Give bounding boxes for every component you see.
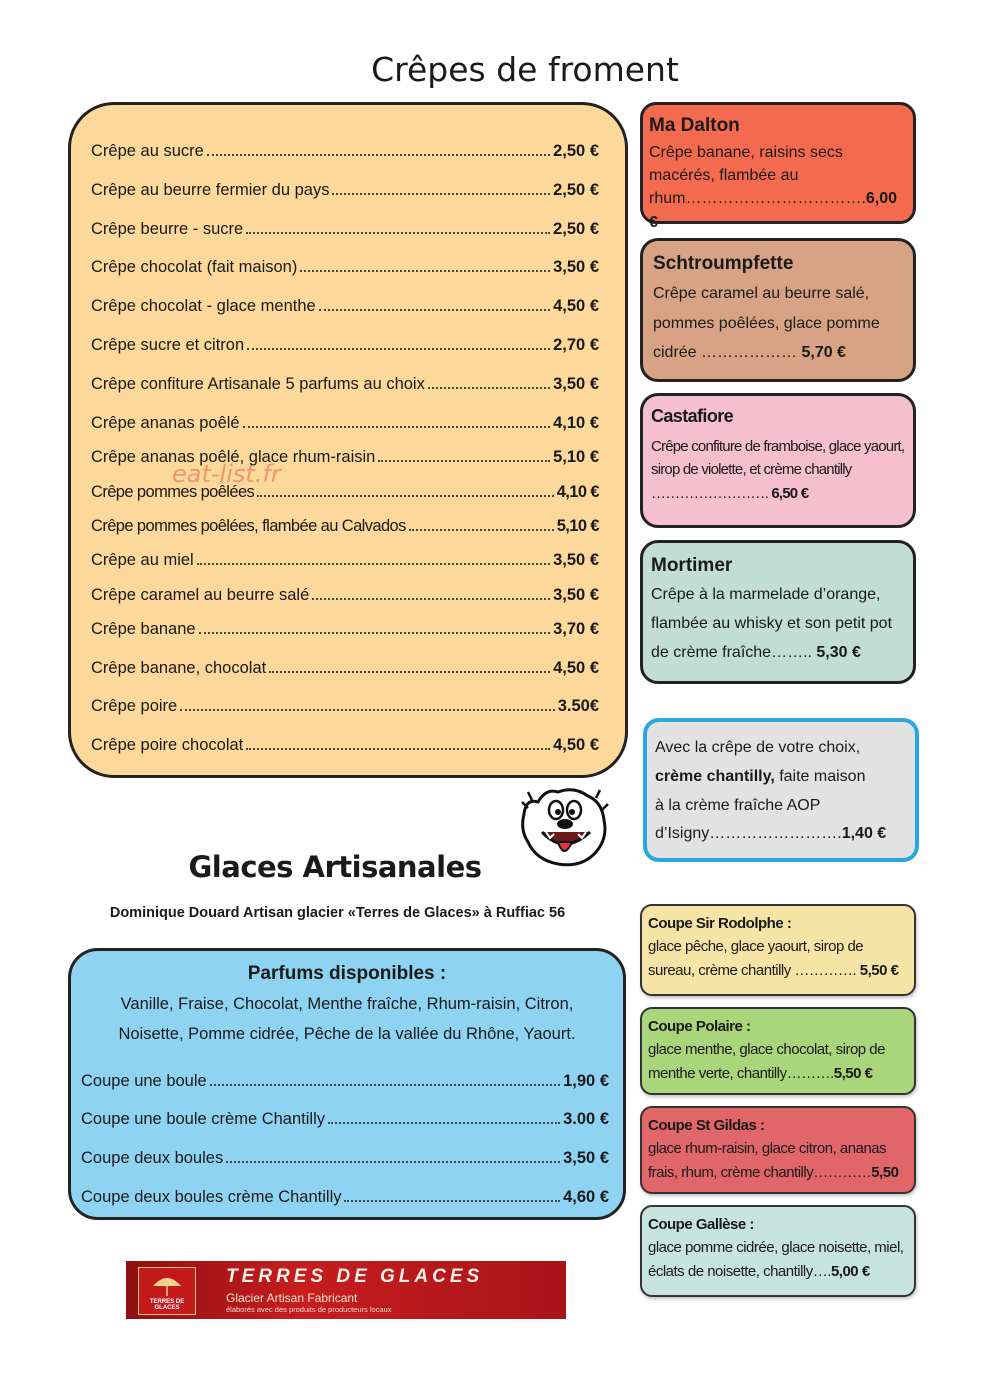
crepe-name: Crêpe pommes poêlées <box>91 483 255 501</box>
special-ma-dalton: Ma Dalton Crêpe banane, raisins secs macérés, flambée au rhum…………………………….6,00 € <box>640 102 916 224</box>
crepe-item <box>91 439 599 467</box>
parfums-title: Parfums disponibles : <box>247 963 447 984</box>
crepe-name: Crêpe confiture Artisanale 5 parfums au choix <box>91 375 425 393</box>
leader-dots <box>246 232 550 234</box>
leader-dots <box>243 426 551 428</box>
crepe-price: 3,50 € <box>553 586 599 604</box>
coupe-price: 5,50 € <box>833 1064 873 1082</box>
coupe-desc: glace menthe, glace chocolat, sirop de menthe verte, chantilly <box>648 1041 885 1082</box>
crepe-price: 2,70 € <box>553 336 599 354</box>
coupe-name: Coupe St Gildas : <box>648 1117 765 1134</box>
glaces-menu-box <box>68 948 626 1220</box>
leader-dots <box>332 193 550 195</box>
special-desc: Crêpe caramel au beurre salé, pommes poêlées, glace pomme cidrée <box>653 285 880 362</box>
crepe-name: Crêpe sucre et citron <box>91 336 245 354</box>
crepe-name: Crêpe ananas poêlé, glace rhum-raisin <box>91 448 376 466</box>
crepe-item <box>91 288 599 316</box>
leader-dots <box>197 563 550 565</box>
crepe-name: Crêpe au beurre fermier du pays <box>91 181 330 199</box>
crepe-item <box>91 405 599 433</box>
crepe-name: Crêpe au sucre <box>91 142 204 160</box>
crepe-item <box>91 650 599 678</box>
parfums-line2: Noisette, Pomme cidrée, Pêche de la vallée du Rhône, Yaourt. <box>118 1025 576 1043</box>
crepe-price: 4,10 € <box>553 414 599 432</box>
crepe-item <box>91 366 599 394</box>
leader-dots <box>246 748 550 750</box>
crepe-price: 2,50 € <box>553 220 599 238</box>
glace-name: Coupe une boule crème Chantilly <box>81 1110 325 1128</box>
special-mortimer: Mortimer Crêpe à la marmelade d’orange, flambée au whisky et son petit pot de crème fraîche…….. 5,30 € <box>640 540 916 684</box>
coupe-desc: glace pêche, glace yaourt, sirop de sureau, crème chantilly <box>648 938 864 979</box>
leader-dots <box>247 348 550 350</box>
special-castafiore: Castafiore Crêpe confiture de framboise, glace yaourt, sirop de violette, et crème chantilly ……………………. 6,50 € <box>640 393 916 528</box>
special-desc: Crêpe confiture de framboise, glace yaourt, sirop de violette, et crème chantilly <box>651 438 905 479</box>
special-schtroumpfette: Schtroumpfette Crêpe caramel au beurre salé, pommes poêlées, glace pomme cidrée ……………… 5,70 € <box>640 238 916 382</box>
coupe-sir-rodolphe: Coupe Sir Rodolphe : glace pêche, glace yaourt, sirop de sureau, crème chantilly …………. 5,50 € <box>640 904 916 996</box>
leader-dots <box>199 632 551 634</box>
special-price: 5,70 € <box>801 344 846 362</box>
crepe-name: Crêpe chocolat - glace menthe <box>91 297 316 315</box>
crepe-name: Crêpe poire chocolat <box>91 736 244 754</box>
crepe-item <box>91 508 599 536</box>
crepe-price: 4,50 € <box>553 736 599 754</box>
glace-name: Coupe deux boules <box>81 1149 224 1167</box>
banner-brand: TERRES DE GLACES <box>226 1266 484 1287</box>
leader-dots <box>207 154 550 156</box>
glace-price: 3.00 € <box>563 1110 609 1128</box>
crepe-item <box>91 688 599 716</box>
special-price: 5,30 € <box>816 643 861 661</box>
chantilly-box: Avec la crêpe de votre choix, crème chantilly, faite maison à la crème fraîche AOP d’Isigny…………………….1,40 € <box>643 718 919 862</box>
glace-item <box>81 1140 609 1168</box>
leader-dots <box>409 529 554 531</box>
glace-price: 1,90 € <box>563 1072 609 1090</box>
leader-dots <box>180 709 554 711</box>
chantilly-line1: Avec la crêpe de votre choix, <box>655 739 861 756</box>
crepe-name: Crêpe banane <box>91 620 196 638</box>
glace-name: Coupe deux boules crème Chantilly <box>81 1188 342 1206</box>
coupe-st-gildas: Coupe St Gildas : glace rhum-raisin, glace citron, ananas frais, rhum, crème chantilly…………5,50 <box>640 1106 916 1194</box>
crepe-name: Crêpe banane, chocolat <box>91 659 267 677</box>
crepe-price: 3.50€ <box>557 697 599 715</box>
crepe-price: 3,50 € <box>553 551 599 569</box>
crepe-price: 3,50 € <box>553 375 599 393</box>
crepe-price: 4,50 € <box>553 297 599 315</box>
crepe-price: 3,50 € <box>553 258 599 276</box>
crepes-menu-box <box>68 102 628 778</box>
coupe-price: 5,50 <box>871 1163 899 1181</box>
special-price: 6,50 € <box>771 484 809 502</box>
special-desc: Crêpe à la marmelade d’orange, flambée au whisky et son petit pot de crème fraîche <box>651 586 893 661</box>
coupe-name: Coupe Sir Rodolphe : <box>648 915 792 932</box>
coupe-name: Coupe Gallèse : <box>648 1216 754 1233</box>
crepe-item <box>91 327 599 355</box>
coupe-price: 5,50 € <box>859 961 899 979</box>
crepe-name: Crêpe caramel au beurre salé <box>91 586 310 604</box>
chantilly-bold: crème chantilly, <box>655 767 775 785</box>
coupe-desc: glace rhum-raisin, glace citron, ananas frais, rhum, crème chantilly <box>648 1140 887 1181</box>
special-name: Schtroumpfette <box>653 253 794 274</box>
chantilly-price: 1,40 € <box>841 825 887 843</box>
chantilly-line3: à la crème fraîche AOP <box>655 796 821 814</box>
glaces-subtitle: Dominique Douard Artisan glacier «Terres de Glaces» à Ruffiac 56 <box>109 905 566 921</box>
crepe-name: Crêpe pommes poêlées, flambée au Calvados <box>91 517 406 535</box>
crepe-name: Crêpe ananas poêlé <box>91 414 240 432</box>
glace-price: 3,50 € <box>563 1149 609 1167</box>
crepe-price: 4,50 € <box>553 659 599 677</box>
leader-dots <box>257 495 554 497</box>
glaces-title: Glaces Artisanales <box>188 850 482 884</box>
leader-dots <box>328 1122 560 1124</box>
coupe-name: Coupe Polaire : <box>648 1018 751 1035</box>
watermark: eat-list.fr <box>172 460 281 488</box>
banner-tagline: Glacier Artisan Fabricant <box>226 1291 358 1305</box>
dog-mascot-icon <box>518 780 610 870</box>
crepe-price: 5,10 € <box>553 448 599 466</box>
glace-item <box>81 1179 609 1207</box>
crepe-price: 2,50 € <box>553 181 599 199</box>
crepe-price: 2,50 € <box>553 142 599 160</box>
special-name: Mortimer <box>651 555 733 576</box>
crepe-item <box>91 727 599 755</box>
special-desc: Crêpe banane, raisins secs macérés, flambée au rhum <box>649 144 843 208</box>
banner-small: élaborés avec des produits de producteurs locaux <box>226 1305 392 1314</box>
crepe-price: 3,70 € <box>553 620 599 638</box>
crepe-name: Crêpe beurre - sucre <box>91 220 244 238</box>
crepe-name: Crêpe chocolat (fait maison) <box>91 258 298 276</box>
parfums-line1: Vanille, Fraise, Chocolat, Menthe fraîche, Rhum-raisin, Citron, <box>120 995 574 1013</box>
crepe-price: 5,10 € <box>556 517 599 535</box>
crepe-item <box>91 211 599 239</box>
special-name: Ma Dalton <box>649 115 740 136</box>
crepe-item <box>91 611 599 639</box>
crepe-name: Crêpe poire <box>91 697 178 715</box>
leader-dots <box>378 460 550 462</box>
leader-dots <box>312 598 550 600</box>
crepe-item <box>91 542 599 570</box>
leader-dots <box>300 270 550 272</box>
chantilly-line2: faite maison <box>774 767 866 785</box>
leader-dots <box>319 309 550 311</box>
special-name: Castafiore <box>651 406 734 426</box>
leader-dots <box>344 1200 560 1202</box>
banner-logo-text: TERRES DE GLACES <box>149 1299 185 1311</box>
leader-dots <box>428 387 550 389</box>
crepe-item <box>91 249 599 277</box>
special-price: 6,00 € <box>649 190 898 231</box>
crepe-name: Crêpe au miel <box>91 551 194 569</box>
coupe-desc: glace pomme cidrée, glace noisette, miel, éclats de noisette, chantilly <box>648 1239 904 1280</box>
glace-item <box>81 1101 609 1129</box>
parasol-icon <box>139 1268 195 1298</box>
glace-name: Coupe une boule <box>81 1072 207 1090</box>
coupe-price: 5,00 € <box>830 1262 870 1280</box>
leader-dots <box>226 1161 560 1163</box>
crepes-title: Crêpes de froment <box>371 50 679 89</box>
terres-de-glaces-banner <box>126 1261 566 1319</box>
banner-logo <box>138 1267 196 1315</box>
glace-price: 4,60 € <box>563 1188 609 1206</box>
crepe-price: 4,10 € <box>556 483 599 501</box>
leader-dots <box>210 1084 560 1086</box>
coupe-polaire: Coupe Polaire : glace menthe, glace chocolat, sirop de menthe verte, chantilly……….5,50 € <box>640 1007 916 1095</box>
chantilly-line4: d’Isigny <box>655 825 710 843</box>
leader-dots <box>269 671 550 673</box>
crepe-item <box>91 172 599 200</box>
coupe-gallese: Coupe Gallèse : glace pomme cidrée, glace noisette, miel, éclats de noisette, chantilly….5,00 € <box>640 1205 916 1297</box>
crepe-item <box>91 474 599 502</box>
crepe-item <box>91 133 599 161</box>
crepe-item <box>91 577 599 605</box>
glace-item <box>81 1063 609 1091</box>
